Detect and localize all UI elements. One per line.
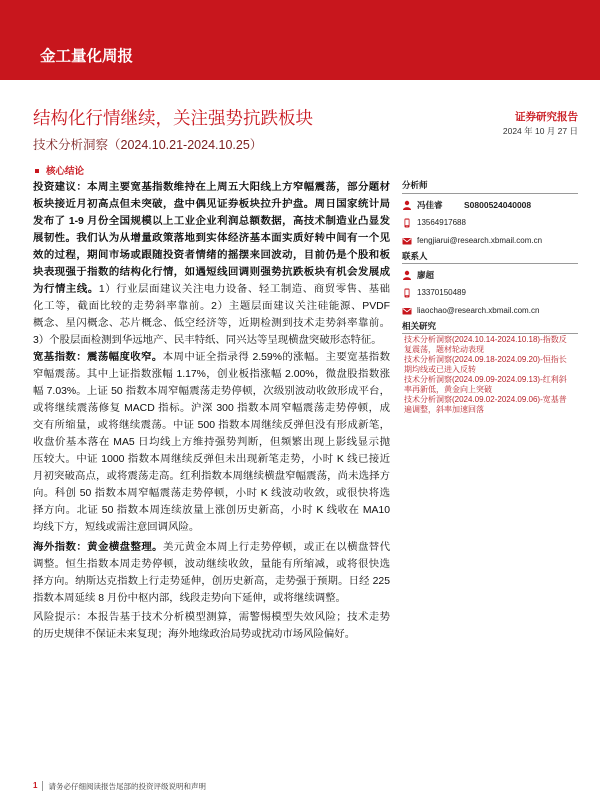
page-number: 1 [33,781,43,791]
summary-line-text: 向。科创 50 指数本周窄幅震荡走势停顿，小时 K 线波动收敛，或很快将选 [33,488,390,499]
summary-line [33,417,390,434]
summary-line-text: 1）行业层面建议关注电力设备、轻工制造、商贸零售、基础 [98,284,391,295]
summary-line [33,349,390,366]
related-research-item: 技术分析洞察(2024.09.18-2024.09.20)-恒指长期均线或已进入反转 [404,355,567,374]
analyst-certificate: S0800524040008 [464,199,532,210]
summary-line-text: 择方向。北证 50 指数本周连续放量上涨创历史新高，小时 K 线收在 MA10 [33,505,390,516]
broad-index-paragraph [33,349,390,536]
related-research-item: 技术分析洞察(2024.10.14-2024.10.18)-指数反复震荡，题材轮动表现 [404,335,567,354]
summary-line-text: 概念、星闪概念、芯片概念、低空经济等，近期检测到技术走势斜率靠前。 [33,318,390,329]
summary-line [33,451,390,468]
summary-line [33,179,390,196]
analyst-divider [402,193,578,194]
summary-line-text: 本周中证全指录得 2.59%的涨幅。主要宽基指数 [162,352,391,363]
summary-line-text: 或将继续震荡修复 MACD 指标。沪深 300 指数本周窄幅震荡走势停顿，成 [33,403,390,414]
summary-line-text: 幅 7.03%。上证 50 指数本周窄幅震荡走势停顿，次级别波动收敛形成平台， [33,386,390,397]
summary-line-text: 月初突破高点，或将震荡走高。红利指数本周继续横盘窄幅震荡，尚未选择方 [33,471,390,482]
summary-line-bold: 发布了 1-9 月份全国规模以上工业企业利润总额数据，高技术制造业凸显发 [33,216,390,227]
risk-warning-paragraph [33,609,390,643]
analyst-phone-row [402,217,578,228]
summary-line [33,626,390,643]
summary-line-text: 的历史规律不保证未来复现；海外地缘政治局势或扰动市场风险偏好。 [33,629,356,640]
contact-phone: 13370150489 [417,288,466,297]
related-research-list [404,335,574,415]
contact-name: 廖超 [417,269,435,280]
summary-line [33,434,390,451]
report-type-label: 证券研究报告 [515,111,578,123]
contact-heading: 联系人 [402,251,428,261]
summary-line [33,298,390,315]
analyst-email-row [402,235,578,246]
summary-line-text: 均线下方，短线或需注意回调风险。 [33,522,200,533]
email-icon [402,306,412,316]
summary-line-bold: 宽基指数：震荡幅度收窄。 [33,352,163,363]
contact-name-row [402,269,578,280]
summary-line-text: 压较大。中证 1000 指数本周继续反弹但未出现新笔走势，小时 K 线已接近 [33,454,390,465]
summary-line [33,213,390,230]
summary-line [33,590,390,607]
page-footer [33,780,206,792]
person-icon [402,270,412,280]
report-series-title: 金工量化周报 [40,48,134,65]
report-subtitle: 技术分析洞察（2024.10.21-2024.10.25） [33,138,263,152]
related-research-item: 技术分析洞察(2024.09.09-2024.09.13)-红利斜率再新低，黄金向上突破 [404,375,567,394]
analyst-name-row [402,199,578,210]
summary-line-text: 3）个股层面检测到华远地产、民丰特纸、同兴达等呈现横盘突破形态特征。 [33,335,382,346]
analyst-heading: 分析师 [402,180,428,190]
summary-line-bold: 海外指数：黄金横盘整理。 [33,542,163,553]
summary-line-bold: 板块接近月初高点但未突破，盘中偶见证券板块拉升护盘。周日国家统计局 [33,199,390,210]
summary-line [33,332,390,349]
summary-line [33,400,390,417]
summary-line [33,281,390,298]
analyst-email: fengjiarui@research.xbmail.com.cn [417,236,543,245]
analyst-name: 冯佳睿 [417,199,443,210]
contact-divider [402,263,578,264]
summary-line [33,556,390,573]
related-research-divider [402,333,578,334]
summary-line [33,230,390,247]
summary-line-text: 调整。恒生指数本周走势停顿，波动继续收敛，量能有所缩减，或将很快选 [33,559,390,570]
summary-line-text: 美元黄金本周上行走势停顿，或正在以横盘替代 [162,542,391,553]
report-date: 2024 年 10 月 27 日 [502,126,578,136]
summary-line [33,539,390,556]
summary-line-bold: 展韧性。我们认为从增量政策落地到实体经济基本面实质好转中间有一个见 [33,233,390,244]
summary-line-text: 窄幅震荡。其中上证指数涨幅 1.17%，创业板指涨幅 2.00%，微盘股指数涨 [33,369,390,380]
contact-phone-row [402,287,578,298]
contact-email: liaochao@research.xbmail.com.cn [417,306,540,315]
summary-line-text: 化工等，截面比较的走势斜率靠前。2）主题层面建议关注硅能源、PVDF [33,301,390,312]
summary-line-bold: 为行情主线。 [33,284,99,295]
footer-disclaimer: 请务必仔细阅读报告尾部的投资评级说明和声明 [48,781,206,791]
summary-line-text: 收盘价基本落在 MA5 日均线上方维持强势判断，但频繁出现上影线显示抛 [33,437,390,448]
related-research-heading: 相关研究 [402,321,437,331]
analyst-phone: 13564917688 [417,218,466,227]
overseas-index-paragraph [33,539,390,607]
summary-line [33,196,390,213]
phone-icon [402,288,412,298]
summary-line [33,502,390,519]
contact-email-row [402,305,578,316]
person-icon [402,200,412,210]
summary-line [33,315,390,332]
section-bullet-icon [35,169,39,173]
summary-line [33,264,390,281]
header-band [0,0,600,80]
phone-icon [402,218,412,228]
summary-line-bold: 效的过程，期间市场或跟随投资者情绪的摇摆来回波动，目前仍是个股和板 [33,250,390,261]
summary-line [33,485,390,502]
summary-line-bold: 投资建议：本周主要宽基指数维持在上周五大阳线上方窄幅震荡，部分题材 [33,182,390,193]
summary-line-text: 交有所缩量，或将继续震荡。中证 500 指数本周继续反弹但没有形成新笔， [33,420,390,431]
investment-advice-paragraph [33,179,390,349]
summary-line [33,519,390,536]
summary-line [33,366,390,383]
summary-line-text: 指数本周延续 8 月份中枢内部，线段走势向下延伸，或将继续调整。 [33,593,346,604]
summary-line [33,609,390,626]
summary-line-bold: 块表现强于指数的结构化行情，如遇短线回调则强势抗跌板块有机会发展成 [33,267,390,278]
summary-line [33,247,390,264]
related-research-item: 技术分析洞察(2024.09.02-2024.09.06)-宽基普遍调整，斜率加速回落 [404,395,567,414]
report-title: 结构化行情继续，关注强势抗跌板块 [33,108,313,128]
core-conclusion-heading: 核心结论 [46,166,85,177]
email-icon [402,236,412,246]
summary-line-text: 择方向。纳斯达克指数上行走势延伸，创历史新高，走势强于预期。日经 225 [33,576,390,587]
summary-line-text: 风险提示：本报告基于技术分析模型测算，需警惕模型失效风险；技术走势 [33,612,390,623]
summary-line [33,383,390,400]
summary-line [33,468,390,485]
summary-line [33,573,390,590]
